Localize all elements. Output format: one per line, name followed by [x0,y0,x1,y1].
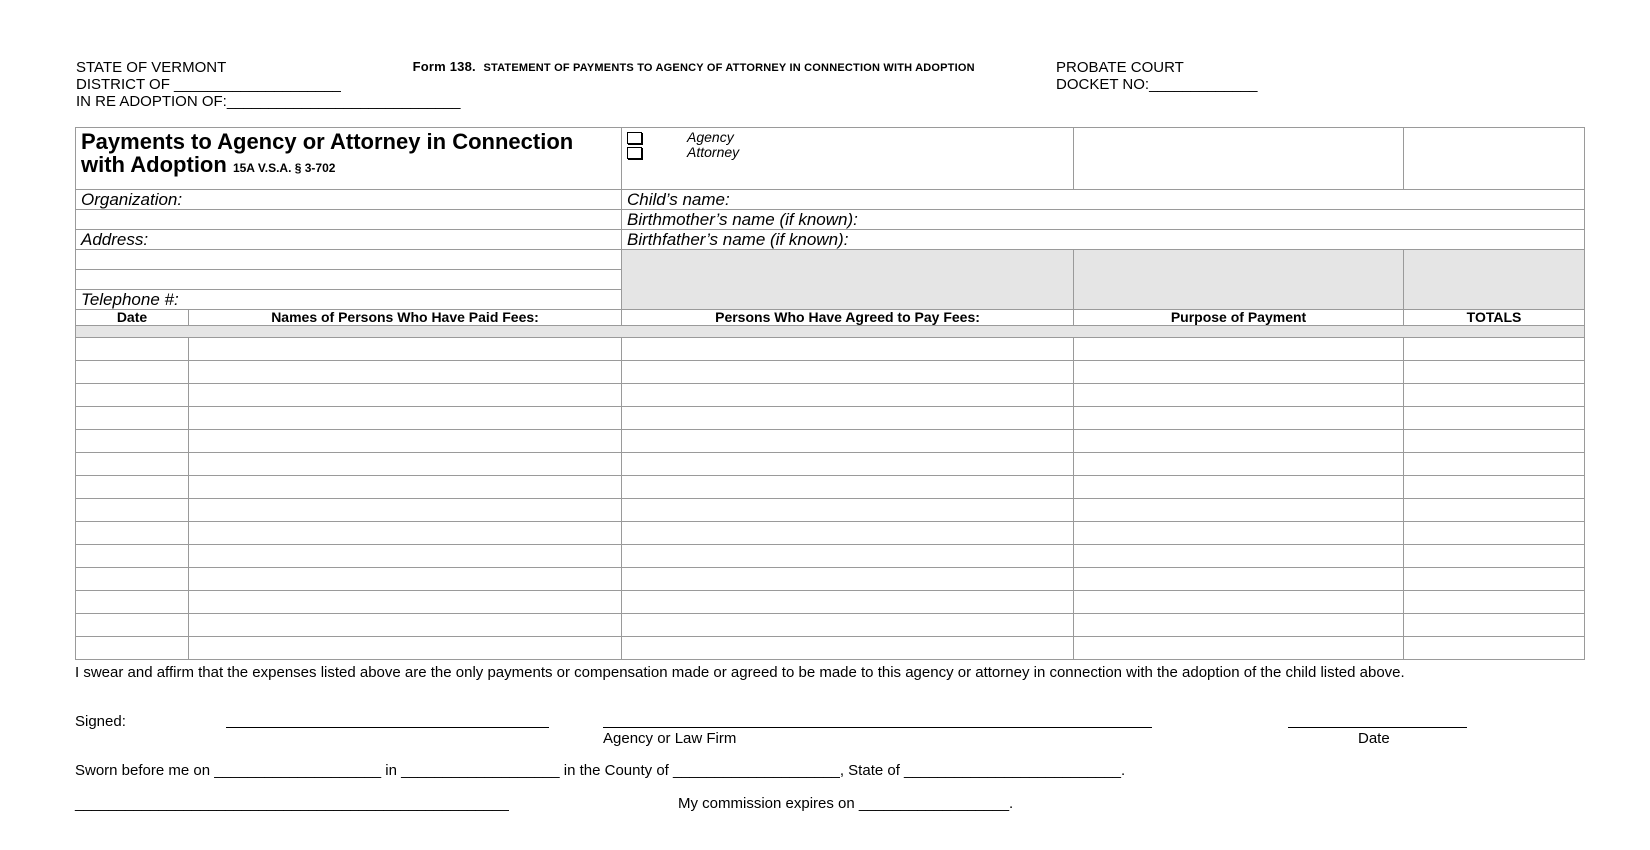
agency-firm-line[interactable] [603,727,1152,728]
district-field[interactable]: DISTRICT OF ____________________ [76,76,341,93]
paid-fees-cell[interactable] [189,384,622,407]
purpose-cell[interactable] [1074,637,1404,660]
totals-cell[interactable] [1404,568,1585,591]
table-row [76,545,1585,568]
totals-cell[interactable] [1404,430,1585,453]
totals-cell[interactable] [1404,499,1585,522]
agreed-fees-cell[interactable] [622,384,1074,407]
purpose-cell[interactable] [1074,568,1404,591]
purpose-cell[interactable] [1074,614,1404,637]
purpose-cell[interactable] [1074,430,1404,453]
address-field[interactable]: Address: [76,230,622,250]
date-label: Date [1358,730,1390,747]
totals-cell[interactable] [1404,522,1585,545]
checkbox-attorney[interactable] [627,147,642,159]
sworn-statement[interactable]: Sworn before me on ____________________ in ___________________ in the County of ____________________, State of __________________________. [75,762,1126,779]
totals-cell[interactable] [1404,476,1585,499]
paid-fees-cell[interactable] [189,568,622,591]
paid-fees-cell[interactable] [189,338,622,361]
table-row [76,407,1585,430]
agreed-fees-cell[interactable] [622,545,1074,568]
table-row [76,614,1585,637]
agency-firm-label: Agency or Law Firm [603,730,737,747]
purpose-cell[interactable] [1074,522,1404,545]
signature-line[interactable] [226,727,549,728]
table-row [76,568,1585,591]
table-row [76,499,1585,522]
option-attorney[interactable] [627,145,1068,160]
purpose-cell[interactable] [1074,407,1404,430]
shaded-cell [622,250,1074,310]
date-cell[interactable] [76,338,189,361]
date-cell[interactable] [76,568,189,591]
agreed-fees-cell[interactable] [622,338,1074,361]
paid-fees-cell[interactable] [189,407,622,430]
agreed-fees-cell[interactable] [622,361,1074,384]
heading-text: Payments to Agency or Attorney in Connection with Adoption [81,129,574,177]
table-row [76,430,1585,453]
purpose-cell[interactable] [1074,499,1404,522]
col-header-purpose: Purpose of Payment [1074,310,1404,326]
agreed-fees-cell[interactable] [622,614,1074,637]
court-label: PROBATE COURT [1056,59,1184,76]
totals-cell[interactable] [1404,338,1585,361]
totals-cell[interactable] [1404,407,1585,430]
date-cell[interactable] [76,499,189,522]
childs-name-field[interactable]: Child’s name: [622,190,1585,210]
totals-cell[interactable] [1404,614,1585,637]
paid-fees-cell[interactable] [189,637,622,660]
table-row [76,637,1585,660]
agreed-fees-cell[interactable] [622,476,1074,499]
date-cell[interactable] [76,453,189,476]
paid-fees-cell[interactable] [189,522,622,545]
date-cell[interactable] [76,637,189,660]
organization-field[interactable]: Organization: [76,190,622,210]
purpose-cell[interactable] [1074,453,1404,476]
table-row [76,522,1585,545]
purpose-cell[interactable] [1074,591,1404,614]
address-line-2[interactable] [76,250,622,270]
date-cell[interactable] [76,476,189,499]
paid-fees-cell[interactable] [189,430,622,453]
agreed-fees-cell[interactable] [622,568,1074,591]
agreed-fees-cell[interactable] [622,430,1074,453]
totals-cell[interactable] [1404,453,1585,476]
date-cell[interactable] [76,545,189,568]
oath-statement: I swear and affirm that the expenses listed above are the only payments or compensation made or agreed to be made to this agency or attorney in connection with the adoption of the child listed above. [75,664,1405,681]
paid-fees-cell[interactable] [189,476,622,499]
form-title-text: STATEMENT OF PAYMENTS TO AGENCY OF ATTORNEY IN CONNECTION WITH ADOPTION [483,62,975,74]
commission-expiry[interactable]: My commission expires on __________________. [678,795,1014,812]
totals-cell[interactable] [1404,591,1585,614]
date-cell[interactable] [76,361,189,384]
purpose-cell[interactable] [1074,476,1404,499]
agreed-fees-cell[interactable] [622,522,1074,545]
notary-signature-line[interactable]: ____________________________________________________ [75,795,509,812]
checkbox-agency[interactable] [627,132,642,144]
col-header-agreed-fees: Persons Who Have Agreed to Pay Fees: [622,310,1074,326]
col-header-totals: TOTALS [1404,310,1585,326]
date-cell[interactable] [76,430,189,453]
table-row [76,453,1585,476]
docket-field[interactable]: DOCKET NO:_____________ [1056,76,1258,93]
table-row [76,384,1585,407]
agreed-fees-cell[interactable] [622,407,1074,430]
totals-cell[interactable] [1404,545,1585,568]
option-attorney-label: Attorney [687,144,740,160]
date-cell[interactable] [76,407,189,430]
totals-cell[interactable] [1404,637,1585,660]
date-cell[interactable] [76,591,189,614]
paid-fees-cell[interactable] [189,591,622,614]
form-number: Form 138. [412,59,476,74]
blank-cell[interactable] [1404,128,1585,190]
agreed-fees-cell[interactable] [622,499,1074,522]
blank-cell[interactable] [1074,128,1404,190]
col-header-paid-fees: Names of Persons Who Have Paid Fees: [189,310,622,326]
table-row [76,361,1585,384]
form-title [405,44,975,74]
purpose-cell[interactable] [1074,545,1404,568]
table-row [76,338,1585,361]
state-label: STATE OF VERMONT [76,59,227,76]
paid-fees-cell[interactable] [189,545,622,568]
signed-label: Signed: [75,713,126,730]
table-row [76,476,1585,499]
agreed-fees-cell[interactable] [622,591,1074,614]
agreed-fees-cell[interactable] [622,453,1074,476]
date-cell[interactable] [76,384,189,407]
shaded-cell [1404,250,1585,310]
table-heading [76,128,622,190]
date-cell[interactable] [76,522,189,545]
option-agency[interactable] [627,130,1068,145]
adoption-of-field[interactable]: IN RE ADOPTION OF:____________________________ [76,93,461,110]
table-row [76,591,1585,614]
shaded-cell [1074,250,1404,310]
totals-cell[interactable] [1404,361,1585,384]
address-line-3[interactable] [76,270,622,290]
purpose-cell[interactable] [1074,361,1404,384]
shaded-separator [76,326,1585,338]
agreed-fees-cell[interactable] [622,637,1074,660]
totals-cell[interactable] [1404,384,1585,407]
telephone-field[interactable]: Telephone #: [76,290,622,310]
purpose-cell[interactable] [1074,338,1404,361]
party-type-options [622,128,1074,190]
payments-table [75,127,1585,660]
date-line[interactable] [1288,727,1467,728]
date-cell[interactable] [76,614,189,637]
paid-fees-cell[interactable] [189,361,622,384]
organization-line-2[interactable] [76,210,622,230]
purpose-cell[interactable] [1074,384,1404,407]
paid-fees-cell[interactable] [189,453,622,476]
option-agency-label: Agency [687,129,734,145]
birthmother-field[interactable]: Birthmother’s name (if known): [622,210,1585,230]
paid-fees-cell[interactable] [189,614,622,637]
birthfather-field[interactable]: Birthfather’s name (if known): [622,230,1585,250]
entry-rows [76,338,1585,660]
col-header-date: Date [76,310,189,326]
statute-citation: 15A V.S.A. § 3-702 [232,161,336,175]
paid-fees-cell[interactable] [189,499,622,522]
